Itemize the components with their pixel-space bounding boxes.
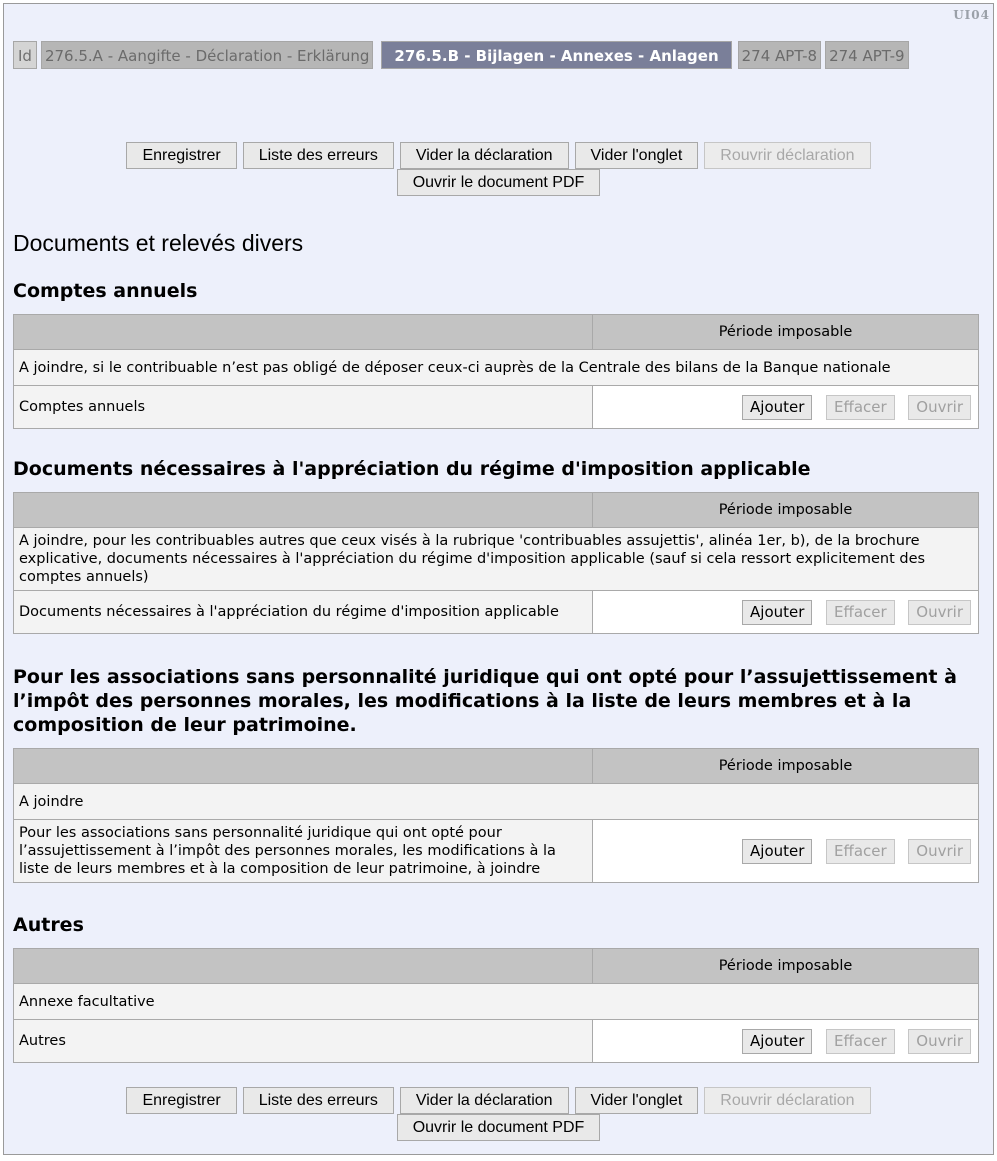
reopen-declaration-button[interactable]: Rouvrir déclaration (704, 1087, 870, 1114)
open-pdf-button[interactable]: Ouvrir le document PDF (397, 1114, 601, 1141)
row-actions (593, 1020, 979, 1063)
open-button[interactable]: Ouvrir (908, 839, 971, 864)
table-header-row (14, 749, 979, 784)
add-button[interactable]: Ajouter (742, 1029, 812, 1054)
row-actions (593, 820, 979, 883)
clear-tab-button[interactable]: Vider l'onglet (575, 1087, 699, 1114)
table-row (14, 350, 979, 386)
table-header-row (14, 493, 979, 528)
row-actions (593, 591, 979, 634)
period-header: Période imposable (593, 949, 979, 984)
section-note: A joindre, si le contribuable n’est pas obligé de déposer ceux-ci auprès de la Centrale des bilans de la Banque nationale (14, 350, 979, 386)
error-list-button[interactable]: Liste des erreurs (243, 142, 394, 169)
table-row (14, 784, 979, 820)
tab-id[interactable]: Id (13, 41, 37, 69)
row-label: Pour les associations sans personnalité juridique qui ont opté pour l’assujettissement à l’impôt des personnes morales, les modifications à la liste de leurs membres et à la composition de leur patrimoine, à joindre (14, 820, 593, 883)
table-row (14, 1020, 979, 1063)
header-label-cell (14, 749, 593, 784)
add-button[interactable]: Ajouter (742, 395, 812, 420)
delete-button[interactable]: Effacer (826, 600, 895, 625)
open-pdf-button[interactable]: Ouvrir le document PDF (397, 169, 601, 196)
annual-accounts-table (13, 314, 979, 429)
section-title-annual-accounts: Comptes annuels (13, 280, 198, 302)
header-label-cell (14, 493, 593, 528)
open-button[interactable]: Ouvrir (908, 395, 971, 420)
tab-bar (13, 41, 913, 69)
section-title-others: Autres (13, 914, 84, 936)
section-note: Annexe facultative (14, 984, 979, 1020)
open-button[interactable]: Ouvrir (908, 1029, 971, 1054)
header-label-cell (14, 315, 593, 350)
open-button[interactable]: Ouvrir (908, 600, 971, 625)
period-header: Période imposable (593, 749, 979, 784)
row-label: Autres (14, 1020, 593, 1063)
add-button[interactable]: Ajouter (742, 600, 812, 625)
delete-button[interactable]: Effacer (826, 839, 895, 864)
tab-annexes[interactable]: 276.5.B - Bijlagen - Annexes - Anlagen (381, 41, 731, 69)
period-header: Période imposable (593, 493, 979, 528)
table-header-row (14, 949, 979, 984)
section-title-tax-regime: Documents nécessaires à l'appréciation du régime d'imposition applicable (13, 458, 811, 480)
error-list-button[interactable]: Liste des erreurs (243, 1087, 394, 1114)
others-table (13, 948, 979, 1063)
section-note: A joindre (14, 784, 979, 820)
table-row (14, 984, 979, 1020)
row-label: Documents nécessaires à l'appréciation du régime d'imposition applicable (14, 591, 593, 634)
table-row (14, 386, 979, 429)
table-row (14, 820, 979, 883)
delete-button[interactable]: Effacer (826, 395, 895, 420)
row-label: Comptes annuels (14, 386, 593, 429)
tab-apt-9[interactable]: 274 APT-9 (825, 41, 908, 69)
save-button[interactable]: Enregistrer (126, 1087, 236, 1114)
table-row (14, 591, 979, 634)
period-header: Période imposable (593, 315, 979, 350)
ui-code: UI04 (953, 8, 990, 22)
toolbar-bottom (4, 1087, 993, 1141)
row-actions (593, 386, 979, 429)
clear-declaration-button[interactable]: Vider la déclaration (400, 1087, 569, 1114)
add-button[interactable]: Ajouter (742, 839, 812, 864)
reopen-declaration-button[interactable]: Rouvrir déclaration (704, 142, 870, 169)
clear-declaration-button[interactable]: Vider la déclaration (400, 142, 569, 169)
section-title-associations: Pour les associations sans personnalité juridique qui ont opté pour l’assujettissement à l’impôt des personnes morales, les modifications à la liste de leurs membres et à la composition de leur patrimoine. (13, 666, 957, 736)
page-title: Documents et relevés divers (13, 230, 304, 256)
table-header-row (14, 315, 979, 350)
tax-regime-table (13, 492, 979, 634)
header-label-cell (14, 949, 593, 984)
save-button[interactable]: Enregistrer (126, 142, 236, 169)
toolbar-top (4, 142, 993, 196)
form-frame (3, 3, 994, 1155)
associations-table (13, 748, 979, 883)
tab-declaration[interactable]: 276.5.A - Aangifte - Déclaration - Erklärung (41, 41, 373, 69)
tab-apt-8[interactable]: 274 APT-8 (738, 41, 821, 69)
clear-tab-button[interactable]: Vider l'onglet (575, 142, 699, 169)
delete-button[interactable]: Effacer (826, 1029, 895, 1054)
table-row (14, 528, 979, 591)
section-note: A joindre, pour les contribuables autres que ceux visés à la rubrique 'contribuables assujettis', alinéa 1er, b), de la brochure explicative, documents nécessaires à l'appréciation du régime d'imposition applicable (sauf si cela ressort explicitement des comptes annuels) (14, 528, 979, 591)
